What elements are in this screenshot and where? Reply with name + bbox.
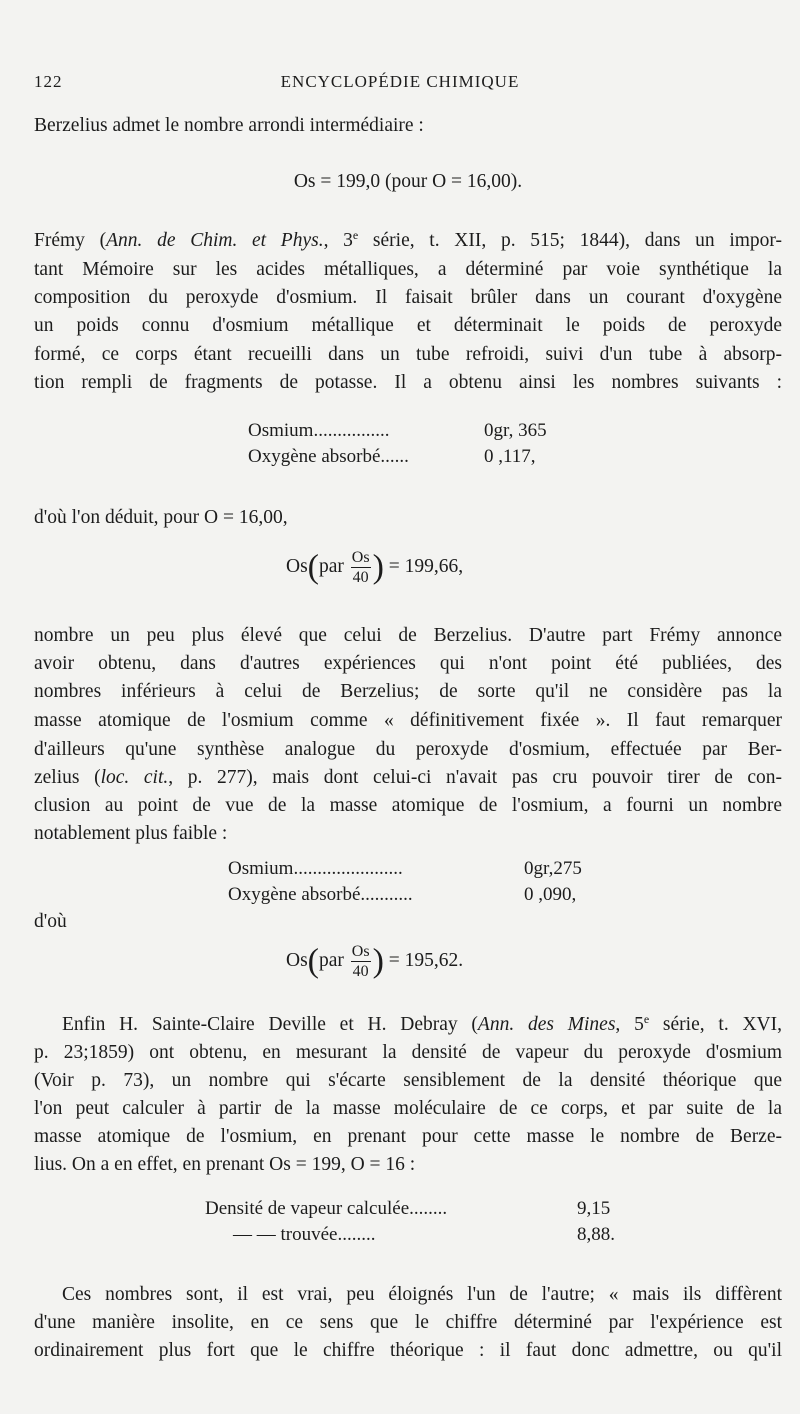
table-value: 0gr, 365 (484, 420, 547, 441)
text-line: ordinairement plus fort que le chiffre théorique : il faut donc admettre, ou qu'il (34, 1340, 782, 1361)
formula-berzelius: Os(par $\frac{Os}{40}$ ) = 195,62. (286, 942, 464, 980)
table-label: Osmium....................... (228, 858, 403, 879)
page-header (34, 72, 766, 96)
table-label: Oxygène absorbé...... (248, 446, 409, 467)
table-label: Densité de vapeur calculée........ (205, 1198, 448, 1219)
data-table-fremy (248, 420, 608, 480)
text-line: clusion au point de vue de la masse atomique de l'osmium, a fourni un nombre (34, 795, 782, 816)
text-line: d'où l'on déduit, pour O = 16,00, (34, 507, 288, 528)
formula-fremy: Os(par $\frac{Os}{40}$ ) = 199,66, (286, 548, 464, 586)
text-line: d'une manière insolite, en ce sens que le chiffre déterminé par l'expérience est (34, 1312, 782, 1333)
text-line: tion rempli de fragments de potasse. Il a obtenu ainsi les nombres suivants : (34, 372, 782, 393)
table-label: Osmium................ (248, 420, 390, 441)
text-line: p. 23;1859) ont obtenu, en mesurant la densité de vapeur du peroxyde d'osmium (34, 1042, 782, 1063)
table-value: 0 ,090, (524, 884, 577, 905)
text-line: composition du peroxyde d'osmium. Il faisait brûler dans un courant d'oxygène (34, 287, 782, 308)
text-line: notablement plus faible : (34, 823, 228, 844)
data-table-berzelius (228, 858, 608, 918)
text-line: un poids connu d'osmium métallique et déterminait le poids de peroxyde (34, 315, 782, 336)
table-label: Oxygène absorbé........... (228, 884, 413, 905)
text-line: formé, ce corps étant recueilli dans un tube refroidi, suivi d'un tube à absorp- (34, 344, 782, 365)
text-line: tant Mémoire sur les acides métalliques, a déterminé par voie synthétique la (34, 259, 782, 280)
text-line: l'on peut calculer à partir de la masse moléculaire de ce corps, et par suite de la (34, 1098, 782, 1119)
text-line: Frémy (Ann. de Chim. et Phys., 3e série, t. XII, p. 515; 1844), dans un impor- (34, 228, 783, 251)
table-value: 8,88. (577, 1224, 615, 1245)
text-line: (Voir p. 73), un nombre qui s'écarte sensiblement de la densité théorique que (34, 1070, 782, 1091)
text-line: lius. On a en effet, en prenant Os = 199, O = 16 : (34, 1154, 416, 1175)
text-line: Ces nombres sont, il est vrai, peu éloignés l'un de l'autre; « mais ils diffèrent (62, 1284, 782, 1305)
text-line: d'ailleurs qu'une synthèse analogue du peroxyde d'osmium, effectuée par Ber- (34, 739, 782, 760)
page-number: 122 (34, 72, 63, 91)
table-value: 9,15 (577, 1198, 611, 1219)
table-value: 0gr,275 (524, 858, 582, 879)
text-line: masse atomique de l'osmium comme « définitivement fixée ». Il faut remarquer (34, 710, 782, 731)
table-label: — — trouvée........ (233, 1224, 376, 1245)
text-line: avoir obtenu, dans d'autres expériences qui n'ont point été publiées, des (34, 653, 782, 674)
text-line: masse atomique de l'osmium, en prenant pour cette masse le nombre de Berze- (34, 1126, 782, 1147)
text-line: Berzelius admet le nombre arrondi intermédiaire : (34, 115, 424, 136)
equation-berzelius: Os = 199,0 (pour O = 16,00). (293, 171, 523, 192)
data-table-density (205, 1198, 625, 1258)
text-line: Enfin H. Sainte-Claire Deville et H. Debray (Ann. des Mines, 5e série, t. XVI, (62, 1012, 783, 1035)
text-line: zelius (loc. cit., p. 277), mais dont celui-ci n'avait pas cru pouvoir tirer de con- (34, 767, 782, 788)
text-line: nombres inférieurs à celui de Berzelius; de sorte qu'il ne considère pas la (34, 681, 782, 702)
text-line: d'où (34, 911, 67, 932)
running-title: ENCYCLOPÉDIE CHIMIQUE (280, 72, 520, 91)
text-line: nombre un peu plus élevé que celui de Berzelius. D'autre part Frémy annonce (34, 625, 782, 646)
table-value: 0 ,117, (484, 446, 536, 467)
